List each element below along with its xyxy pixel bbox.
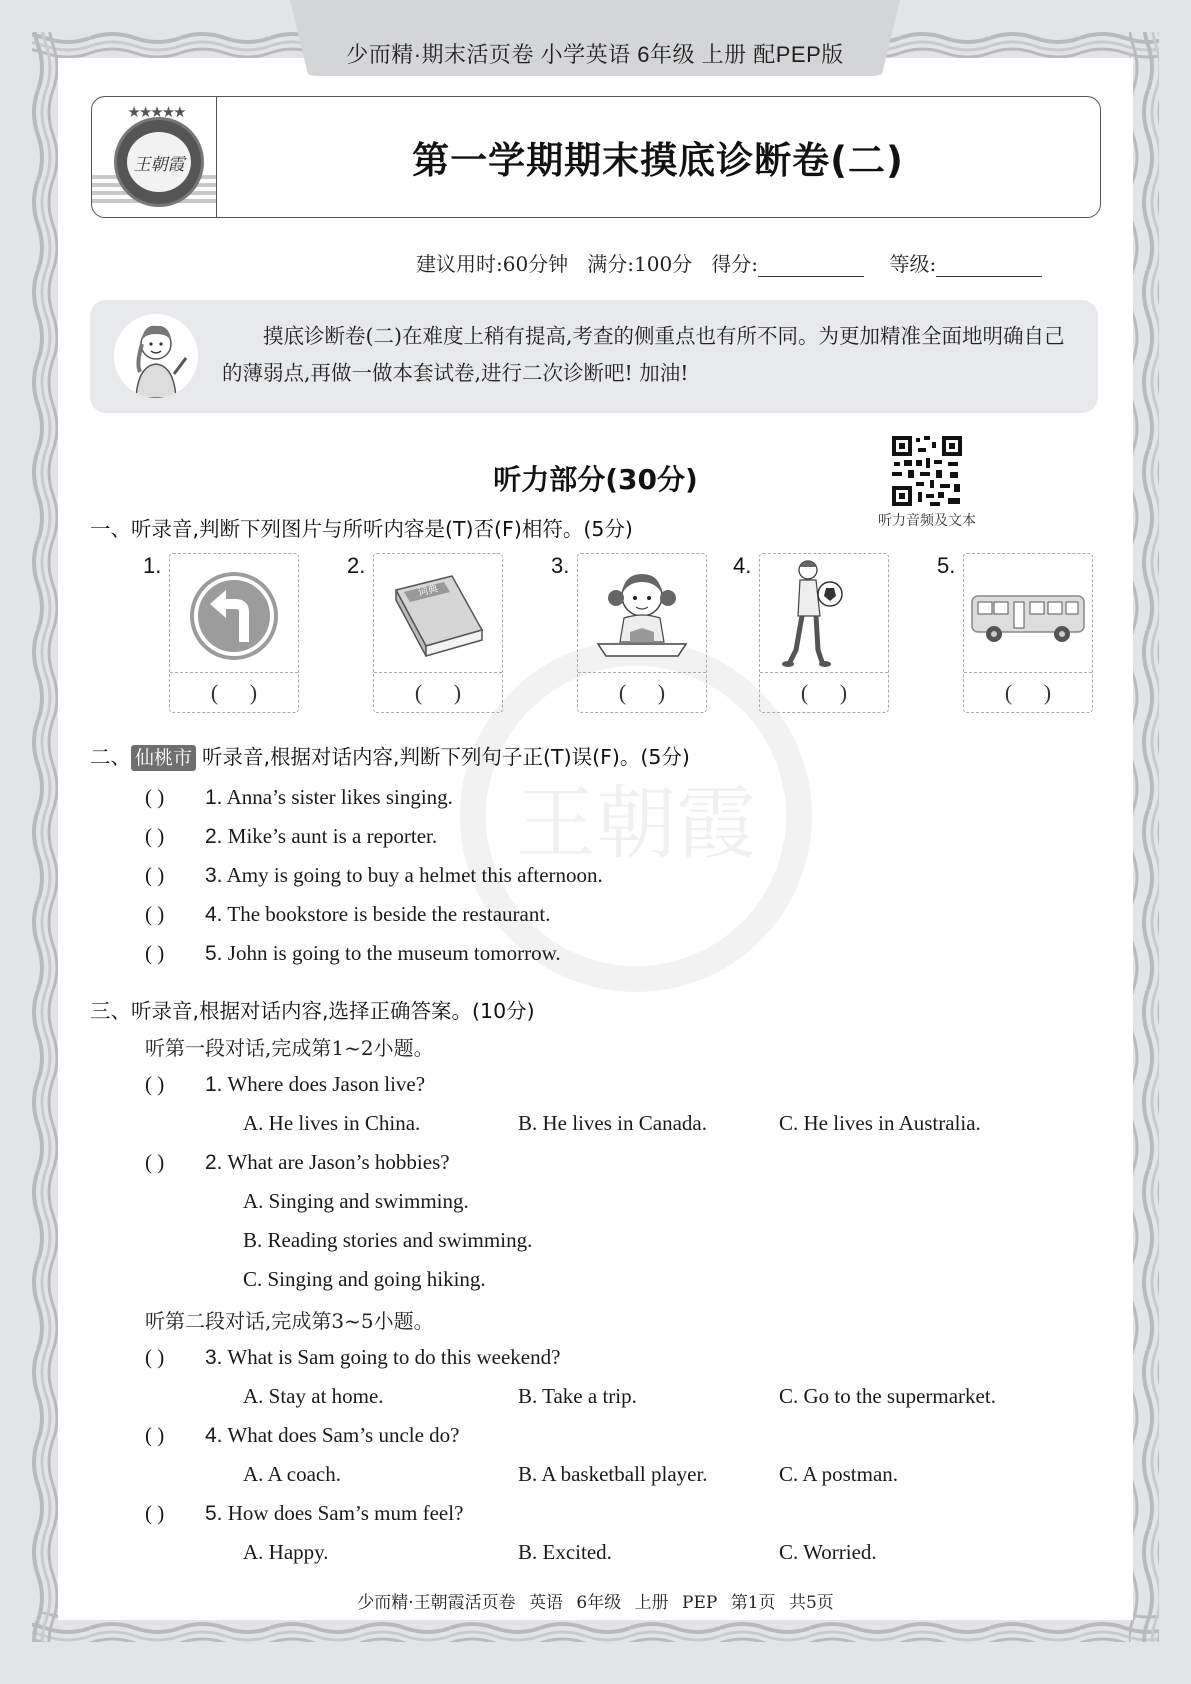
page-title: 第一学期期末摸底诊断卷(二) — [412, 139, 904, 182]
mc-q3-option-b: B. Take a trip. — [518, 1384, 637, 1408]
turn-left-sign-icon — [170, 554, 298, 672]
mc-q3-option-a: A. Stay at home. — [243, 1384, 384, 1408]
tf-item-2: 2. Mike’s aunt is a reporter. — [205, 824, 438, 848]
mc-question-2: 2. What are Jason’s hobbies? — [205, 1150, 450, 1174]
pic-number-3: 3. — [551, 553, 570, 578]
logo-text: 王朝霞 — [127, 132, 191, 192]
tf-item-4: 4. The bookstore is beside the restaurant. — [205, 902, 551, 926]
tf-item-3: 3. Amy is going to buy a helmet this afternoon. — [205, 863, 603, 887]
pic-number-2: 2. — [347, 553, 366, 578]
mc-q1-option-b: B. He lives in Canada. — [518, 1111, 707, 1135]
part3-heading: 三、听录音,根据对话内容,选择正确答案。(10分) — [90, 999, 535, 1023]
qr-caption: 听力音频及文本 — [878, 513, 976, 529]
tf-answer-paren-2[interactable]: ( ) — [145, 824, 165, 848]
mc-q1-option-c: C. He lives in Australia. — [779, 1111, 981, 1135]
avatar — [114, 314, 198, 398]
intro-banner — [90, 300, 1098, 413]
publisher-logo-icon — [114, 117, 204, 207]
girl-reading-icon — [578, 554, 706, 672]
dialog2-instruction: 听第二段对话,完成第3~5小题。 — [145, 1309, 434, 1333]
logo-area — [92, 97, 217, 217]
tf-answer-paren-3[interactable]: ( ) — [145, 863, 165, 887]
qr-code-icon[interactable] — [890, 434, 964, 508]
tf-item-5: 5. John is going to the museum tomorrow. — [205, 941, 561, 965]
title-box — [91, 96, 1101, 218]
picture-card-1 — [169, 553, 299, 713]
score-label: 得分: — [711, 252, 759, 276]
grade-field[interactable] — [936, 254, 1042, 277]
answer-blank-1[interactable]: ( ) — [170, 672, 298, 713]
mc-answer-paren-5[interactable]: ( ) — [145, 1501, 165, 1525]
mc-q5-option-b: B. Excited. — [518, 1540, 612, 1564]
series-banner: 少而精·期末活页卷 小学英语 6年级 上册 配PEP版 — [346, 42, 844, 67]
full-score-label: 满分:100分 — [587, 252, 693, 276]
mc-q2-option-a: A. Singing and swimming. — [243, 1189, 469, 1213]
mc-q1-option-a: A. He lives in China. — [243, 1111, 421, 1135]
mc-q3-option-c: C. Go to the supermarket. — [779, 1384, 996, 1408]
mc-q5-option-a: A. Happy. — [243, 1540, 329, 1564]
mc-question-4: 4. What does Sam’s uncle do? — [205, 1423, 460, 1447]
mc-q4-option-c: C. A postman. — [779, 1462, 899, 1486]
tf-item-1: 1. Anna’s sister likes singing. — [205, 785, 453, 809]
mc-question-5: 5. How does Sam’s mum feel? — [205, 1501, 464, 1525]
pic-number-1: 1. — [143, 553, 162, 578]
book-label: 词典 — [417, 583, 440, 599]
part2-heading-row — [90, 740, 690, 771]
page-footer: 少而精·王朝霞活页卷 英语 6年级 上册 PEP 第1页 共5页 — [357, 1593, 834, 1613]
answer-blank-4[interactable]: ( ) — [760, 672, 888, 713]
picture-card-3 — [577, 553, 707, 713]
mc-q2-option-c: C. Singing and going hiking. — [243, 1267, 486, 1291]
picture-card-4 — [759, 553, 889, 713]
tf-answer-paren-1[interactable]: ( ) — [145, 785, 165, 809]
listening-section-title: 听力部分(30分) — [493, 463, 698, 496]
dictionary-book-icon — [374, 554, 502, 672]
answer-blank-2[interactable]: ( ) — [374, 672, 502, 713]
score-field[interactable] — [758, 254, 864, 277]
mc-answer-paren-4[interactable]: ( ) — [145, 1423, 165, 1447]
pic-number-4: 4. — [733, 553, 752, 578]
mc-answer-paren-3[interactable]: ( ) — [145, 1345, 165, 1369]
part2-prefix: 二、 — [90, 745, 131, 769]
part2-heading: 听录音,根据对话内容,判断下列句子正(T)误(F)。(5分) — [202, 745, 690, 769]
pic-number-5: 5. — [937, 553, 956, 578]
picture-card-2 — [373, 553, 503, 713]
mc-answer-paren-1[interactable]: ( ) — [145, 1072, 165, 1096]
mc-question-3: 3. What is Sam going to do this weekend? — [205, 1345, 561, 1369]
dialog1-instruction: 听第一段对话,完成第1~2小题。 — [145, 1036, 434, 1060]
picture-card-5 — [963, 553, 1093, 713]
answer-blank-5[interactable]: ( ) — [964, 672, 1092, 713]
boy-with-football-icon — [760, 554, 888, 672]
mc-q2-option-b: B. Reading stories and swimming. — [243, 1228, 533, 1252]
tf-answer-paren-4[interactable]: ( ) — [145, 902, 165, 926]
region-tag: 仙桃市 — [131, 745, 196, 771]
grade-label: 等级: — [889, 252, 937, 276]
tf-answer-paren-5[interactable]: ( ) — [145, 941, 165, 965]
exam-meta — [416, 248, 1042, 277]
mc-answer-paren-2[interactable]: ( ) — [145, 1150, 165, 1174]
mc-q5-option-c: C. Worried. — [779, 1540, 877, 1564]
answer-blank-3[interactable]: ( ) — [578, 672, 706, 713]
mc-q4-option-b: B. A basketball player. — [518, 1462, 708, 1486]
mc-q4-option-a: A. A coach. — [243, 1462, 341, 1486]
mc-question-1: 1. Where does Jason live? — [205, 1072, 426, 1096]
part1-heading: 一、听录音,判断下列图片与所听内容是(T)否(F)相符。(5分) — [90, 517, 633, 541]
bus-icon — [964, 554, 1092, 672]
teacher-girl-icon — [114, 314, 198, 398]
time-label: 建议用时:60分钟 — [416, 252, 569, 276]
intro-text: 摸底诊断卷(二)在难度上稍有提高,考查的侧重点也有所不同。为更加精准全面地明确自己的薄弱点,再做一做本套试卷,进行二次诊断吧! 加油! — [222, 324, 1065, 385]
logo-stars-icon: ★★★★★ — [127, 105, 185, 121]
